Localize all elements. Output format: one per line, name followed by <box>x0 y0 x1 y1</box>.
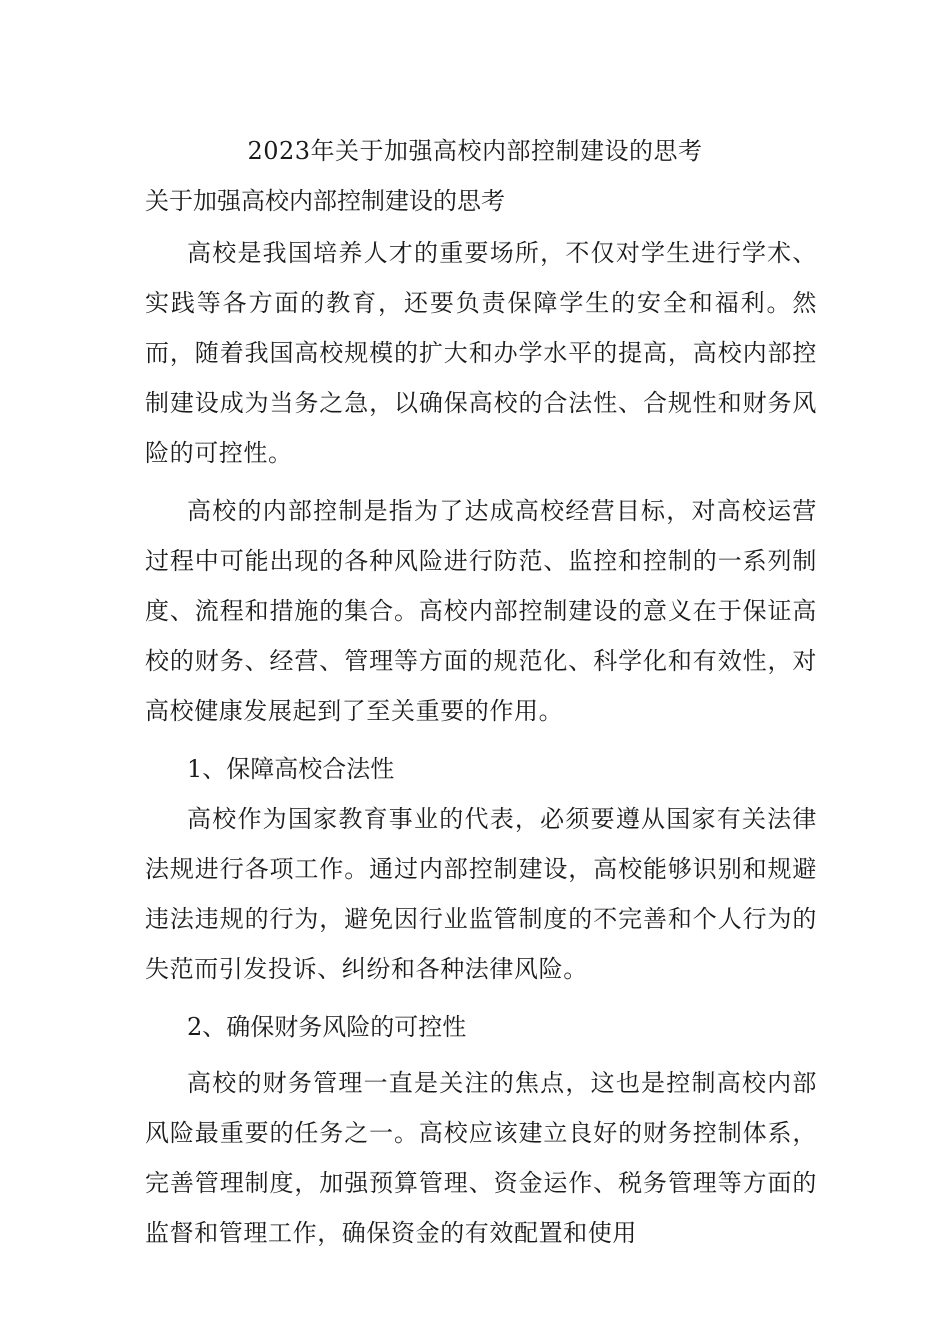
document-title: 2023年关于加强高校内部控制建设的思考 <box>247 137 703 165</box>
section-heading-legality: 1、保障高校合法性 <box>187 755 395 783</box>
section-heading-financial-risk: 2、确保财务风险的可控性 <box>187 1013 467 1041</box>
paragraph-intro: 高校是我国培养人才的重要场所，不仅对学生进行学术、实践等各方面的教育，还要负责保障学生的安全和福利。然而，随着我国高校规模的扩大和办学水平的提高，高校内部控制建设成为当务之急，以确保高校的合法性、合规性和财务风险的可控性。 <box>145 239 817 467</box>
paragraph-financial-risk: 高校的财务管理一直是关注的焦点，这也是控制高校内部风险最重要的任务之一。高校应该建立良好的财务控制体系，完善管理制度，加强预算管理、资金运作、税务管理等方面的监督和管理工作，确保资金的有效配置和使用 <box>145 1069 817 1247</box>
paragraph-legality: 高校作为国家教育事业的代表，必须要遵从国家有关法律法规进行各项工作。通过内部控制建设，高校能够识别和规避违法违规的行为，避免因行业监管制度的不完善和个人行为的失范而引发投诉、纠纷和各种法律风险。 <box>145 805 817 983</box>
paragraph-definition: 高校的内部控制是指为了达成高校经营目标，对高校运营过程中可能出现的各种风险进行防范、监控和控制的一系列制度、流程和措施的集合。高校内部控制建设的意义在于保证高校的财务、经营、管理等方面的规范化、科学化和有效性，对高校健康发展起到了至关重要的作用。 <box>145 497 817 725</box>
document-subtitle: 关于加强高校内部控制建设的思考 <box>145 187 505 215</box>
document-body <box>145 228 817 1258</box>
